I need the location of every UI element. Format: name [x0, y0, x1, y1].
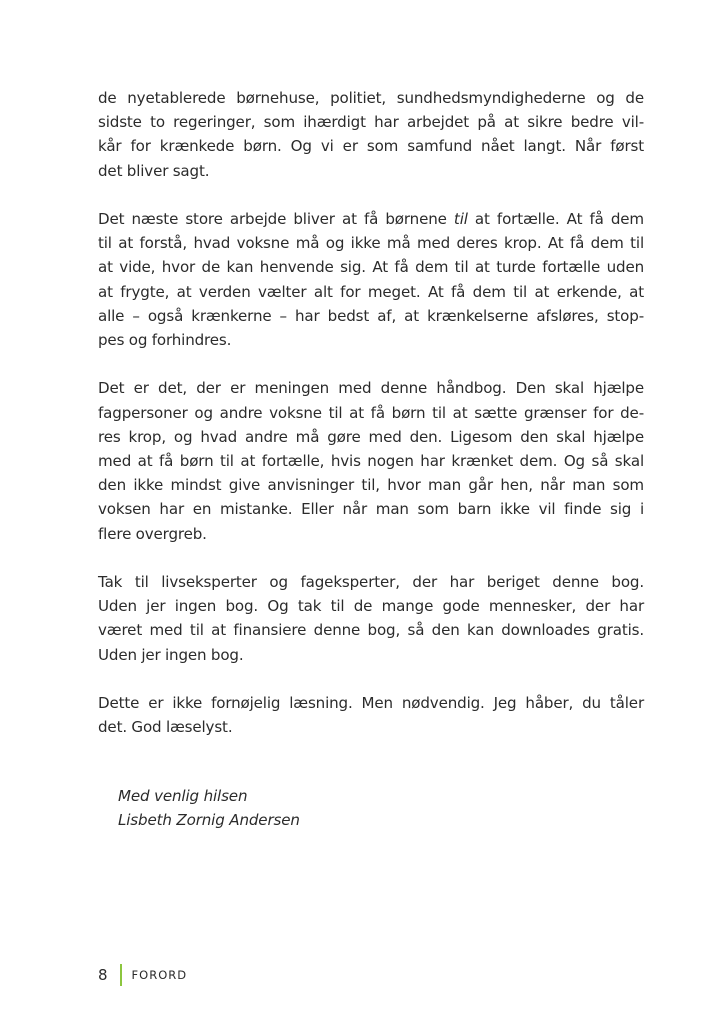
text-line: med at få børn til at fortælle, hvis nogen har krænket dem. Og så skal [98, 452, 644, 471]
paragraph [98, 691, 644, 739]
text-line: det. God læselyst. [98, 718, 233, 737]
footer-divider [120, 964, 122, 986]
signature-name: Lisbeth Zornig Andersen [118, 811, 300, 830]
signature-block [118, 784, 300, 832]
text-line: Tak til livseksperter og fageksperter, der har beriget denne bog. [98, 573, 644, 592]
text-line: den ikke mindst give anvisninger til, hvor man går hen, når man som [98, 476, 644, 495]
text-line: sidste to regeringer, som ihærdigt har arbejdet på at sikre bedre vil- [98, 113, 644, 132]
paragraph [98, 376, 644, 545]
text-line: at vide, hvor de kan henvende sig. At få dem til at turde fortælle uden [98, 258, 644, 277]
signature-greeting: Med venlig hilsen [118, 787, 248, 805]
page-footer [98, 961, 187, 989]
text-line: fagpersoner og andre voksne til at få børn til at sætte grænser for de- [98, 403, 644, 422]
text-line [98, 207, 644, 231]
section-label: FORORD [131, 968, 188, 982]
text-line: Uden jer ingen bog. [98, 645, 244, 664]
paragraph [98, 86, 644, 183]
emphasis-text: til [453, 210, 468, 228]
text-line: til at forstå, hvad voksne må og ikke må med deres krop. At få dem til [98, 234, 644, 253]
text-line: Uden jer ingen bog. Og tak til de mange gode mennesker, der har [98, 597, 644, 616]
text-segment: at fortælle. At få dem [467, 210, 644, 228]
text-line: det bliver sagt. [98, 161, 210, 180]
text-segment: Det næste store arbejde bliver at få børnene [98, 210, 454, 228]
body-text [98, 86, 644, 764]
text-line: flere overgreb. [98, 524, 207, 543]
text-line: alle – også krænkerne – har bedst af, at krænkelserne afsløres, stop- [98, 306, 644, 325]
paragraph [98, 207, 644, 352]
text-line: voksen har en mistanke. Eller når man som barn ikke vil finde sig i [98, 500, 644, 519]
text-line: været med til at finansiere denne bog, så den kan downloades gratis. [98, 621, 644, 640]
text-line: at frygte, at verden vælter alt for meget. At få dem til at erkende, at [98, 282, 644, 301]
text-line: pes og forhindres. [98, 331, 232, 350]
page-number: 8 [98, 966, 108, 984]
text-line: de nyetablerede børnehuse, politiet, sundhedsmyndighederne og de [98, 89, 644, 107]
text-line: res krop, og hvad andre må gøre med den. Ligesom den skal hjælpe [98, 427, 644, 446]
paragraph [98, 570, 644, 667]
text-line: Dette er ikke fornøjelig læsning. Men nødvendig. Jeg håber, du tåler [98, 694, 644, 713]
text-line: kår for krænkede børn. Og vi er som samfund nået langt. Når først [98, 137, 644, 156]
text-line: Det er det, der er meningen med denne håndbog. Den skal hjælpe [98, 379, 644, 398]
